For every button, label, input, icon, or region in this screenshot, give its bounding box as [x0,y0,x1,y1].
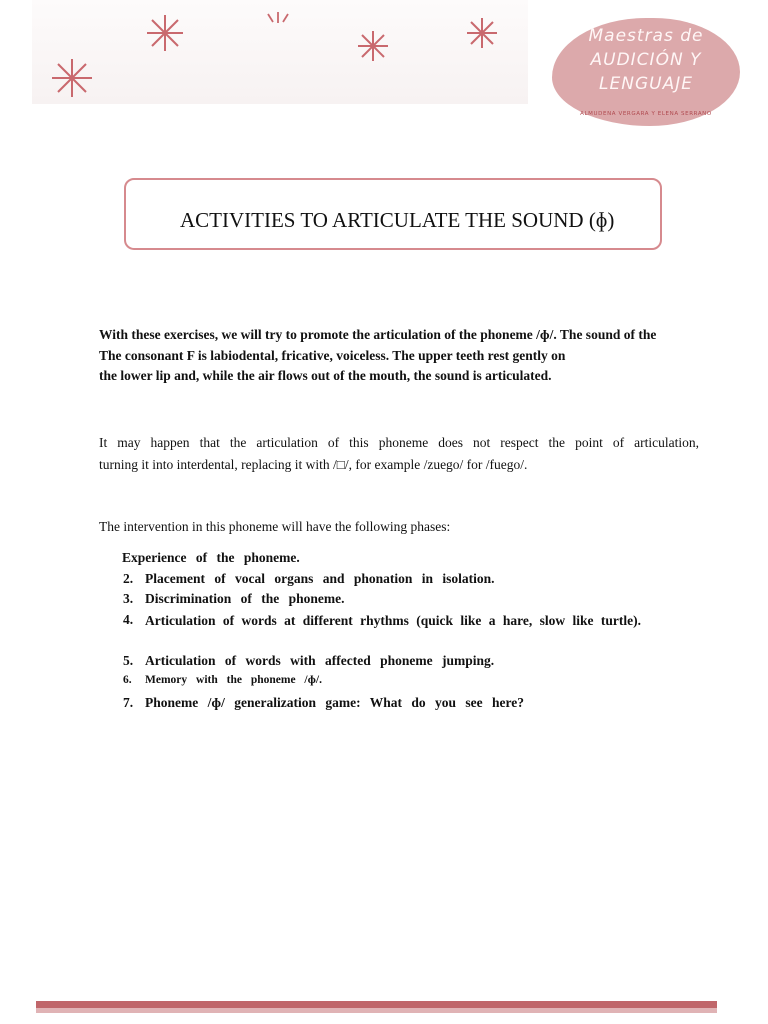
sparkle-icon [144,14,186,52]
logo-authors: ALMUDENA VERGARA Y ELENA SERRANO [580,111,712,117]
sparkle-icon [264,10,292,24]
list-item: 3. Discrimination of the phoneme. [123,591,345,606]
intro-paragraph [99,325,731,387]
list-item: 7. Phoneme /ɸ/ generalization game: What do you see here? [123,695,524,710]
note-paragraph [99,432,699,476]
sparkle-icon [356,30,390,62]
brand-logo [552,18,740,126]
list-item: 2. Placement of vocal organs and phonation in isolation. [123,571,495,586]
logo-title: Maestras de AUDICIÓN Y LENGUAJE [588,26,704,94]
list-item: 5. Articulation of words with affected phoneme jumping. [123,653,495,668]
phases-intro: The intervention in this phoneme will have the following phases: [99,519,451,534]
list-item: 4. Articulation of words at different rhythms (quick like a hare, slow like turtle). [123,612,641,628]
title-box [124,178,662,250]
page-title: ACTIVITIES TO ARTICULATE THE SOUND (ɸ) [180,208,615,232]
sparkle-icon [465,17,499,49]
note-line: turning it into interdental, replacing it with /□/, for example /zuego/ for /fuego/. [99,457,528,472]
list-item: Experience of the phoneme. [122,550,300,565]
intro-line: the lower lip and, while the air flows out of the mouth, the sound is articulated. [99,368,552,383]
intro-line: The consonant F is labiodental, fricative, voiceless. The upper teeth rest gently on [99,347,566,363]
footer-bar [36,1001,717,1013]
list-item: 6. Memory with the phoneme /ɸ/. [123,674,322,686]
sparkle-icon [50,58,94,98]
intro-line: With these exercises, we will try to promote the articulation of the phoneme /ɸ/. The sound of the [99,327,657,342]
note-line: It may happen that the articulation of this phoneme does not respect the point of articulation, [99,435,699,450]
